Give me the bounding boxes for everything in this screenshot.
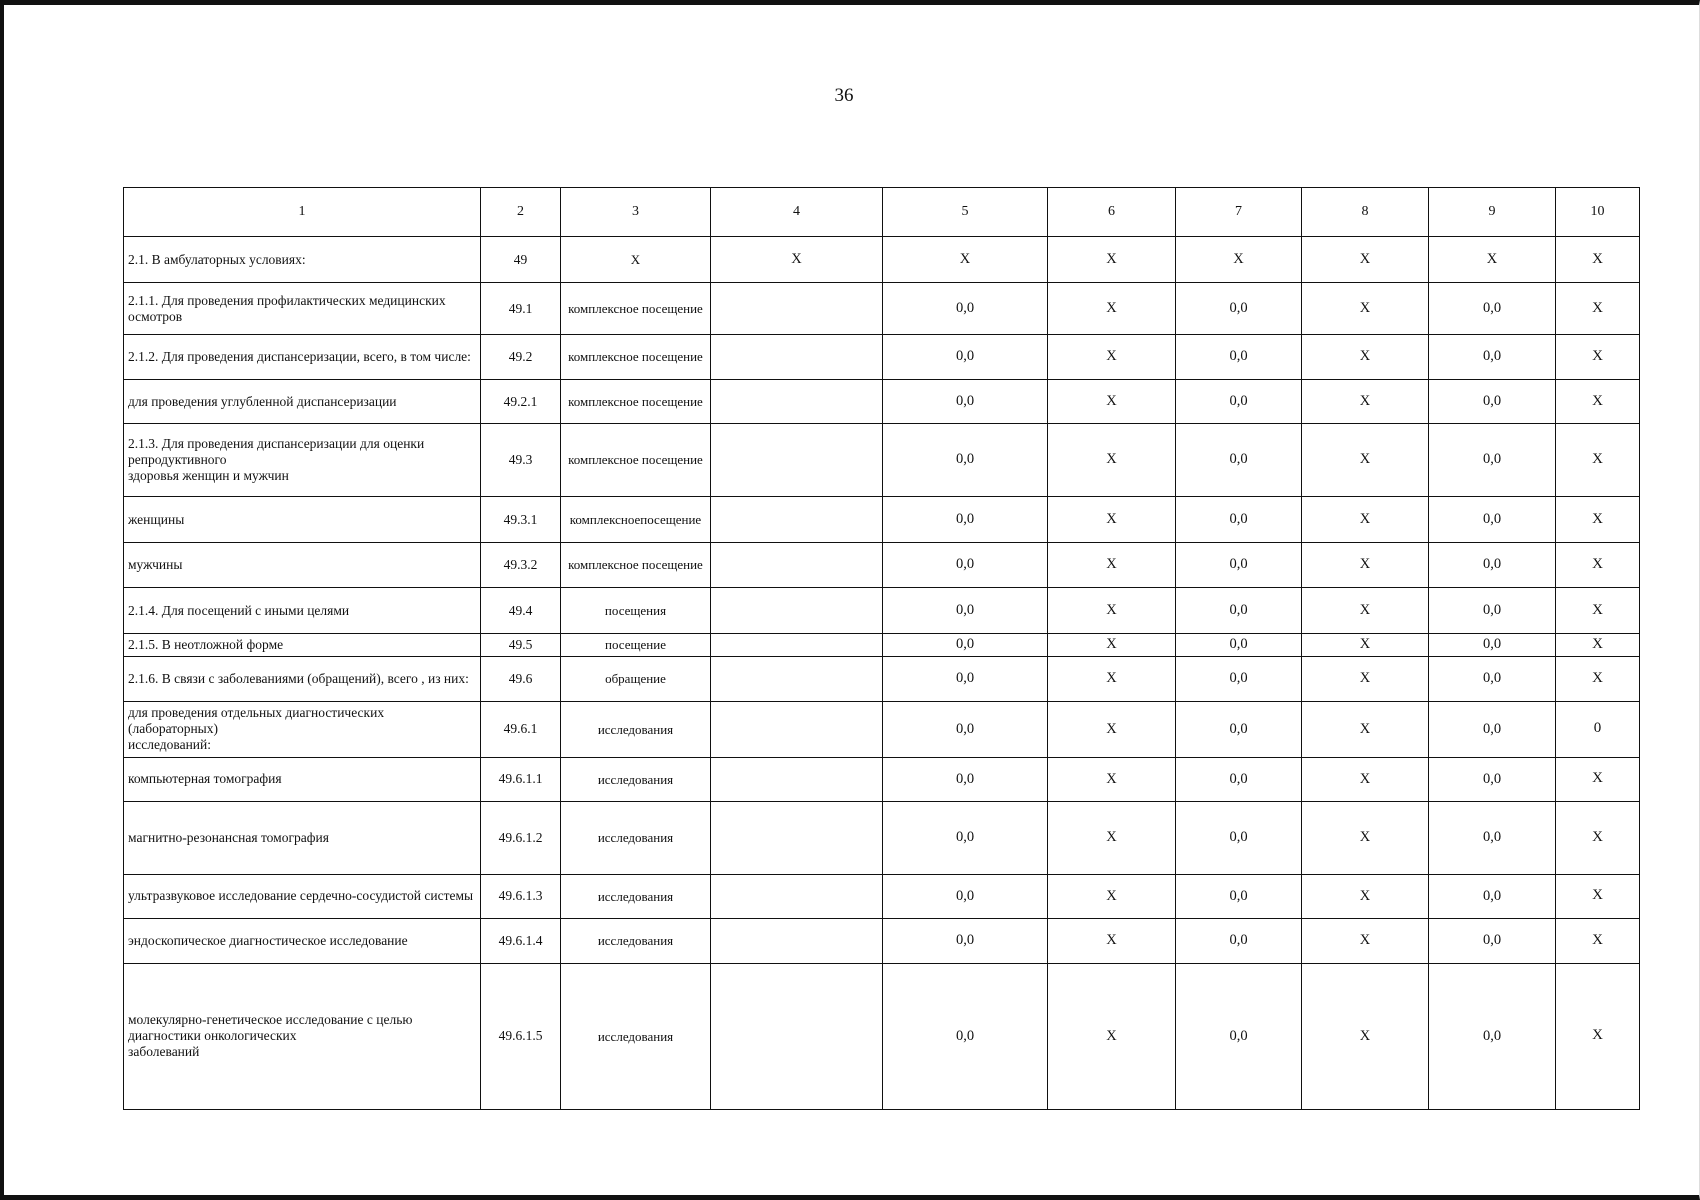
row-col6-cell: Х [1048, 918, 1176, 963]
row-col7-cell: 0,0 [1176, 701, 1302, 757]
table-row [124, 757, 1640, 801]
row-col10-cell: Х [1556, 424, 1640, 497]
row-col5-cell: 0,0 [883, 335, 1048, 380]
row-col4-cell [711, 380, 883, 424]
table-row [124, 497, 1640, 543]
row-col7-cell: 0,0 [1176, 424, 1302, 497]
row-col8-cell: Х [1302, 656, 1429, 701]
row-name-cell: компьютерная томография [124, 757, 481, 801]
row-col5-cell: 0,0 [883, 656, 1048, 701]
row-col9-cell: 0,0 [1429, 283, 1556, 335]
row-code-cell: 49.6.1.3 [481, 874, 561, 918]
row-unit-cell: исследования [561, 918, 711, 963]
row-name-cell: 2.1. В амбулаторных условиях: [124, 237, 481, 283]
row-col8-cell: Х [1302, 237, 1429, 283]
row-col8-cell: Х [1302, 918, 1429, 963]
row-col6-cell: Х [1048, 634, 1176, 657]
table-row [124, 918, 1640, 963]
row-name-cell: ультразвуковое исследование сердечно-сосудистой системы [124, 874, 481, 918]
row-col5-cell: 0,0 [883, 634, 1048, 657]
row-col10-cell: Х [1556, 757, 1640, 801]
row-code-cell: 49.3 [481, 424, 561, 497]
table-row [124, 380, 1640, 424]
row-col9-cell: 0,0 [1429, 874, 1556, 918]
row-col4-cell [711, 497, 883, 543]
row-col10-cell: Х [1556, 801, 1640, 874]
table-body [124, 237, 1640, 1110]
row-unit-cell: исследования [561, 801, 711, 874]
row-unit-cell: комплексное посещение [561, 283, 711, 335]
row-name-cell: 2.1.2. Для проведения диспансеризации, всего, в том числе: [124, 335, 481, 380]
row-name-cell: эндоскопическое диагностическое исследование [124, 918, 481, 963]
row-col5-cell: 0,0 [883, 874, 1048, 918]
row-col8-cell: Х [1302, 424, 1429, 497]
row-col8-cell: Х [1302, 380, 1429, 424]
row-col4-cell [711, 424, 883, 497]
table-row [124, 874, 1640, 918]
row-code-cell: 49.2.1 [481, 380, 561, 424]
table-row [124, 701, 1640, 757]
row-name-cell: молекулярно-генетическое исследование с целью диагностики онкологических заболеваний [124, 963, 481, 1109]
row-col6-cell: Х [1048, 757, 1176, 801]
row-col5-cell: 0,0 [883, 918, 1048, 963]
row-col5-cell: 0,0 [883, 497, 1048, 543]
row-col10-cell: Х [1556, 656, 1640, 701]
table-row [124, 588, 1640, 634]
row-col7-cell: 0,0 [1176, 757, 1302, 801]
row-col9-cell: 0,0 [1429, 497, 1556, 543]
row-col6-cell: Х [1048, 497, 1176, 543]
row-col8-cell: Х [1302, 757, 1429, 801]
row-code-cell: 49 [481, 237, 561, 283]
row-col10-cell: Х [1556, 918, 1640, 963]
row-col7-cell: 0,0 [1176, 335, 1302, 380]
row-unit-cell: Х [561, 237, 711, 283]
table-row [124, 634, 1640, 657]
row-unit-cell: исследования [561, 874, 711, 918]
row-col7-cell: 0,0 [1176, 874, 1302, 918]
row-name-cell: магнитно-резонансная томография [124, 801, 481, 874]
row-code-cell: 49.6.1 [481, 701, 561, 757]
row-unit-cell: комплексное посещение [561, 543, 711, 588]
row-code-cell: 49.6 [481, 656, 561, 701]
row-col5-cell: 0,0 [883, 380, 1048, 424]
row-unit-cell: комплексноепосещение [561, 497, 711, 543]
row-col4-cell [711, 801, 883, 874]
row-col9-cell: 0,0 [1429, 588, 1556, 634]
row-col5-cell: 0,0 [883, 963, 1048, 1109]
row-col4-cell [711, 874, 883, 918]
row-col10-cell: Х [1556, 634, 1640, 657]
row-col8-cell: Х [1302, 283, 1429, 335]
row-col9-cell: 0,0 [1429, 963, 1556, 1109]
row-col7-cell: 0,0 [1176, 801, 1302, 874]
row-col4-cell [711, 335, 883, 380]
row-col8-cell: Х [1302, 963, 1429, 1109]
row-name-cell: 2.1.1. Для проведения профилактических медицинских осмотров [124, 283, 481, 335]
row-col6-cell: Х [1048, 801, 1176, 874]
table-row [124, 335, 1640, 380]
row-unit-cell: комплексное посещение [561, 335, 711, 380]
row-col9-cell: 0,0 [1429, 543, 1556, 588]
row-col8-cell: Х [1302, 801, 1429, 874]
row-code-cell: 49.4 [481, 588, 561, 634]
row-unit-cell: комплексное посещение [561, 380, 711, 424]
row-col5-cell: 0,0 [883, 424, 1048, 497]
table-row [124, 543, 1640, 588]
row-col9-cell: Х [1429, 237, 1556, 283]
row-col8-cell: Х [1302, 588, 1429, 634]
row-col10-cell: Х [1556, 237, 1640, 283]
header-row [124, 188, 1640, 237]
data-table [123, 187, 1640, 1110]
row-code-cell: 49.6.1.1 [481, 757, 561, 801]
row-col7-cell: 0,0 [1176, 656, 1302, 701]
header-cell-3: 3 [561, 188, 711, 237]
row-col4-cell: Х [711, 237, 883, 283]
row-code-cell: 49.5 [481, 634, 561, 657]
row-col6-cell: Х [1048, 237, 1176, 283]
row-col6-cell: Х [1048, 874, 1176, 918]
row-col7-cell: 0,0 [1176, 283, 1302, 335]
row-col8-cell: Х [1302, 874, 1429, 918]
row-unit-cell: исследования [561, 757, 711, 801]
row-col6-cell: Х [1048, 424, 1176, 497]
row-col5-cell: Х [883, 237, 1048, 283]
table-row [124, 237, 1640, 283]
row-col9-cell: 0,0 [1429, 634, 1556, 657]
row-col10-cell: Х [1556, 380, 1640, 424]
row-unit-cell: посещения [561, 588, 711, 634]
row-col5-cell: 0,0 [883, 701, 1048, 757]
row-code-cell: 49.2 [481, 335, 561, 380]
row-col10-cell: Х [1556, 543, 1640, 588]
row-col6-cell: Х [1048, 701, 1176, 757]
row-col5-cell: 0,0 [883, 543, 1048, 588]
row-col4-cell [711, 918, 883, 963]
row-col6-cell: Х [1048, 335, 1176, 380]
row-col8-cell: Х [1302, 543, 1429, 588]
row-col5-cell: 0,0 [883, 801, 1048, 874]
row-unit-cell: обращение [561, 656, 711, 701]
row-code-cell: 49.3.2 [481, 543, 561, 588]
row-col8-cell: Х [1302, 497, 1429, 543]
row-code-cell: 49.6.1.4 [481, 918, 561, 963]
table-row [124, 963, 1640, 1109]
row-col7-cell: 0,0 [1176, 634, 1302, 657]
row-col6-cell: Х [1048, 380, 1176, 424]
page-number: 36 [834, 85, 854, 106]
row-col8-cell: Х [1302, 335, 1429, 380]
header-cell-6: 6 [1048, 188, 1176, 237]
row-name-cell: для проведения углубленной диспансеризации [124, 380, 481, 424]
row-code-cell: 49.1 [481, 283, 561, 335]
row-col7-cell: Х [1176, 237, 1302, 283]
row-col6-cell: Х [1048, 963, 1176, 1109]
row-code-cell: 49.3.1 [481, 497, 561, 543]
row-name-cell: 2.1.3. Для проведения диспансеризации для оценки репродуктивного здоровья женщин и мужчин [124, 424, 481, 497]
row-col6-cell: Х [1048, 543, 1176, 588]
row-col4-cell [711, 543, 883, 588]
row-col10-cell: Х [1556, 963, 1640, 1109]
row-col10-cell: Х [1556, 874, 1640, 918]
row-col7-cell: 0,0 [1176, 963, 1302, 1109]
row-col10-cell: Х [1556, 588, 1640, 634]
row-name-cell: мужчины [124, 543, 481, 588]
row-col10-cell: Х [1556, 335, 1640, 380]
row-col8-cell: Х [1302, 701, 1429, 757]
row-col9-cell: 0,0 [1429, 656, 1556, 701]
row-name-cell: 2.1.5. В неотложной форме [124, 634, 481, 657]
row-col9-cell: 0,0 [1429, 757, 1556, 801]
header-cell-9: 9 [1429, 188, 1556, 237]
row-col6-cell: Х [1048, 656, 1176, 701]
row-col10-cell: Х [1556, 497, 1640, 543]
row-col5-cell: 0,0 [883, 588, 1048, 634]
row-col7-cell: 0,0 [1176, 543, 1302, 588]
row-col4-cell [711, 634, 883, 657]
table-row [124, 656, 1640, 701]
header-cell-10: 10 [1556, 188, 1640, 237]
row-col9-cell: 0,0 [1429, 424, 1556, 497]
header-cell-7: 7 [1176, 188, 1302, 237]
row-col4-cell [711, 963, 883, 1109]
header-cell-4: 4 [711, 188, 883, 237]
row-col7-cell: 0,0 [1176, 497, 1302, 543]
row-col7-cell: 0,0 [1176, 588, 1302, 634]
row-col6-cell: Х [1048, 588, 1176, 634]
row-col4-cell [711, 588, 883, 634]
row-col4-cell [711, 283, 883, 335]
header-cell-1: 1 [124, 188, 481, 237]
row-col7-cell: 0,0 [1176, 918, 1302, 963]
row-name-cell: 2.1.4. Для посещений с иными целями [124, 588, 481, 634]
row-col4-cell [711, 656, 883, 701]
header-cell-8: 8 [1302, 188, 1429, 237]
row-col5-cell: 0,0 [883, 283, 1048, 335]
row-col9-cell: 0,0 [1429, 918, 1556, 963]
table-row [124, 801, 1640, 874]
row-name-cell: 2.1.6. В связи с заболеваниями (обращений), всего , из них: [124, 656, 481, 701]
row-col10-cell: Х [1556, 283, 1640, 335]
row-code-cell: 49.6.1.2 [481, 801, 561, 874]
row-col5-cell: 0,0 [883, 757, 1048, 801]
row-col8-cell: Х [1302, 634, 1429, 657]
table-row [124, 283, 1640, 335]
row-name-cell: для проведения отдельных диагностических (лабораторных) исследований: [124, 701, 481, 757]
row-name-cell: женщины [124, 497, 481, 543]
row-code-cell: 49.6.1.5 [481, 963, 561, 1109]
row-col9-cell: 0,0 [1429, 801, 1556, 874]
row-col4-cell [711, 701, 883, 757]
header-cell-5: 5 [883, 188, 1048, 237]
row-unit-cell: исследования [561, 701, 711, 757]
row-col9-cell: 0,0 [1429, 380, 1556, 424]
header-cell-2: 2 [481, 188, 561, 237]
row-col4-cell [711, 757, 883, 801]
row-col10-cell: 0 [1556, 701, 1640, 757]
row-unit-cell: исследования [561, 963, 711, 1109]
row-unit-cell: комплексное посещение [561, 424, 711, 497]
row-col6-cell: Х [1048, 283, 1176, 335]
row-col7-cell: 0,0 [1176, 380, 1302, 424]
row-col9-cell: 0,0 [1429, 335, 1556, 380]
row-unit-cell: посещение [561, 634, 711, 657]
row-col9-cell: 0,0 [1429, 701, 1556, 757]
table-row [124, 424, 1640, 497]
